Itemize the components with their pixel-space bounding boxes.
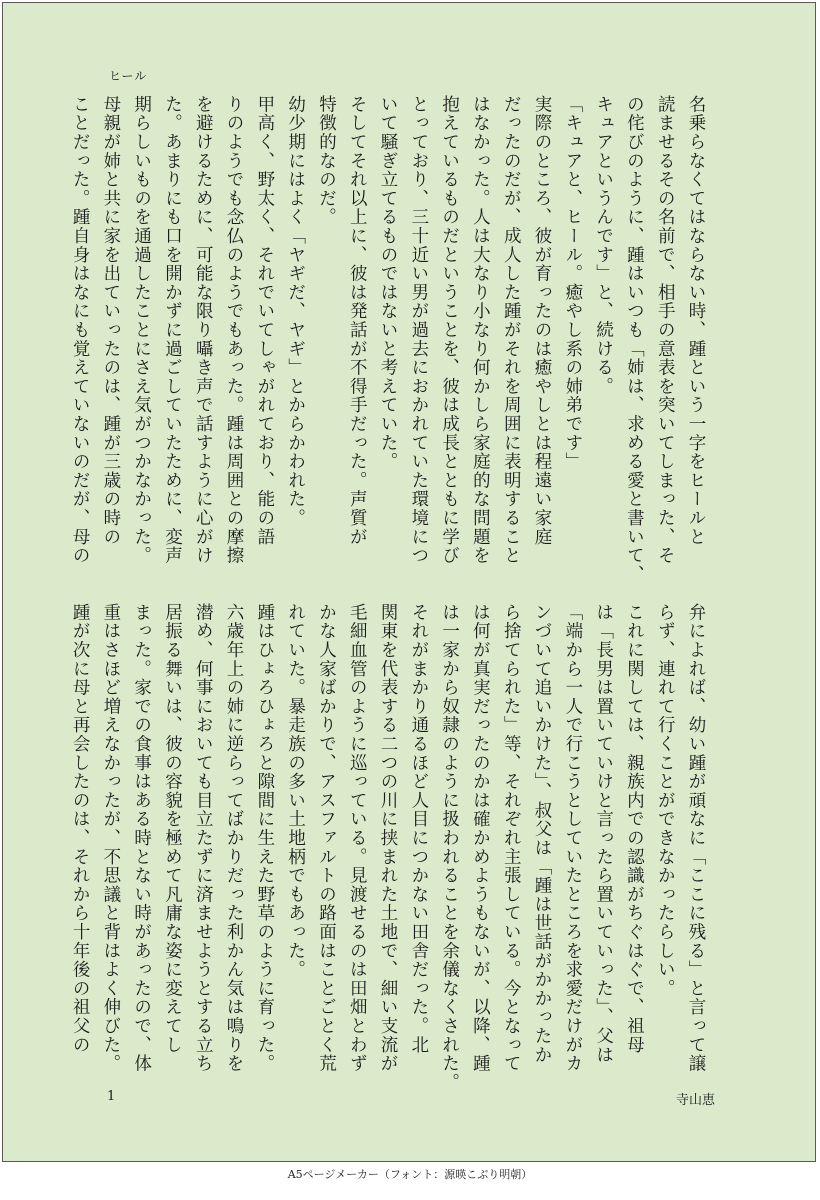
text-line: 踵はひょろひょろと隙間に生えた野草のように育った。	[254, 603, 275, 1073]
text-line: は何が真実だったのかは確かめようもないが、以降、踵	[470, 603, 491, 1073]
text-line: た。あまりにも口を開かずに過ごしていたために、変声	[162, 95, 183, 565]
text-line: 弁によれば、幼い踵が頑なに「ここに残る」と言って譲	[686, 603, 706, 1073]
text-line: は一家から奴隷のように扱われることを余儀なくされた。	[439, 603, 460, 1092]
text-line: はなかった。人は大なり小なり何かしら家庭的な問題を	[470, 95, 491, 565]
text-line: 踵が次に母と再会したのは、それから十年後の祖父の	[70, 603, 91, 1055]
text-line: いて騒ぎ立てるものではないと考えていた。	[378, 95, 399, 471]
text-line: 「端から一人で行こうとしていたところを求愛だけがカ	[562, 603, 583, 1073]
text-block-bottom	[64, 603, 711, 1092]
text-line: キュアというんです」と、続ける。	[593, 95, 614, 396]
text-line: 母親が姉と共に家を出ていったのは、踵が三歳の時の	[100, 95, 121, 547]
generator-caption: A5ページメーカー（フォント：源暎こぶり明朝）	[287, 1168, 533, 1181]
text-line: 幼少期にはよく「ヤギだ、ヤギ」とからかわれた。	[285, 95, 306, 528]
text-line: れていた。暴走族の多い土地柄でもあった。	[285, 603, 306, 979]
text-line: 「キュアと、ヒール。癒やし系の姉弟です」	[562, 95, 583, 471]
running-header: ヒール	[109, 69, 148, 83]
text-line: とっており、三十近い男が過去におかれていた環境につ	[408, 95, 429, 565]
text-line: 期らしいものを通過したことにさえ気がつかなかった。	[131, 95, 152, 565]
text-block-top	[64, 95, 711, 584]
text-line: 毛細血管のように巡っている。見渡せるのは田畑とわず	[347, 603, 368, 1073]
text-line: これに関しては、親族内での認識がちぐはぐで、祖母	[624, 603, 645, 1055]
text-line: 名乗らなくてはならない時、踵という一字をヒールと	[686, 95, 706, 547]
author-name: 寺山恵	[675, 1093, 715, 1108]
text-line: 六歳年上の姉に逆らってばかりだった利かん気は鳴りを	[224, 603, 245, 1073]
text-line: 特徴的なのだ。	[316, 95, 337, 227]
text-line: ことだった。踵自身はなにも覚えていないのだが、母の	[70, 95, 91, 565]
text-line: 重はさほど増えなかったが、不思議と背はよく伸びた。	[100, 603, 121, 1073]
book-page	[2, 2, 816, 1162]
text-line: の侘びのように、踵はいつも「姉は、求める愛と書いて、	[624, 95, 645, 584]
text-line: らず、連れて行くことができなかったらしい。	[655, 603, 676, 998]
text-line: だったのだが、成人した踵がそれを周囲に表明すること	[501, 95, 522, 565]
text-line: 読ませるその名前で、相手の意表を突いてしまった、そ	[655, 95, 676, 565]
text-line: 居振る舞いは、彼の容貌を極めて凡庸な姿に変えてし	[162, 603, 183, 1055]
text-line: りのようでも念仏のようでもあった。踵は周囲との摩擦	[224, 95, 245, 565]
text-line: ンづいて追いかけた」、叔父は「踵は世話がかかったか	[532, 603, 553, 1065]
page-number: 1	[107, 1089, 116, 1104]
text-line: かな人家ばかりで、アスファルトの路面はことごとく荒	[316, 603, 337, 1073]
text-line: 実際のところ、彼が育ったのは癒やしとは程遠い家庭	[532, 95, 553, 547]
text-line: 関東を代表する二つの川に挟まれた土地で、細い支流が	[378, 603, 399, 1073]
text-line: 抱えているものだということを、彼は成長とともに学び	[439, 95, 460, 565]
text-line: そしてそれ以上に、彼は発話が不得手だった。声質が	[347, 95, 368, 547]
text-line: まった。家での食事はある時とない時があったので、体	[131, 603, 152, 1073]
text-line: 潜め、何事においても目立たずに済ませようとする立ち	[193, 603, 214, 1073]
text-line: 甲高く、野太く、それでいてしゃがれており、能の語	[254, 95, 275, 547]
text-line: は「長男は置いていけと言ったら置いていった」、父は	[593, 603, 614, 1065]
text-line: それがまかり通るほど人目につかない田舎だった。北	[408, 603, 429, 1055]
text-line: を避けるために、可能な限り囁き声で話すように心がけ	[193, 95, 214, 565]
text-line: ら捨てられた」等、それぞれ主張している。今となって	[501, 603, 522, 1073]
